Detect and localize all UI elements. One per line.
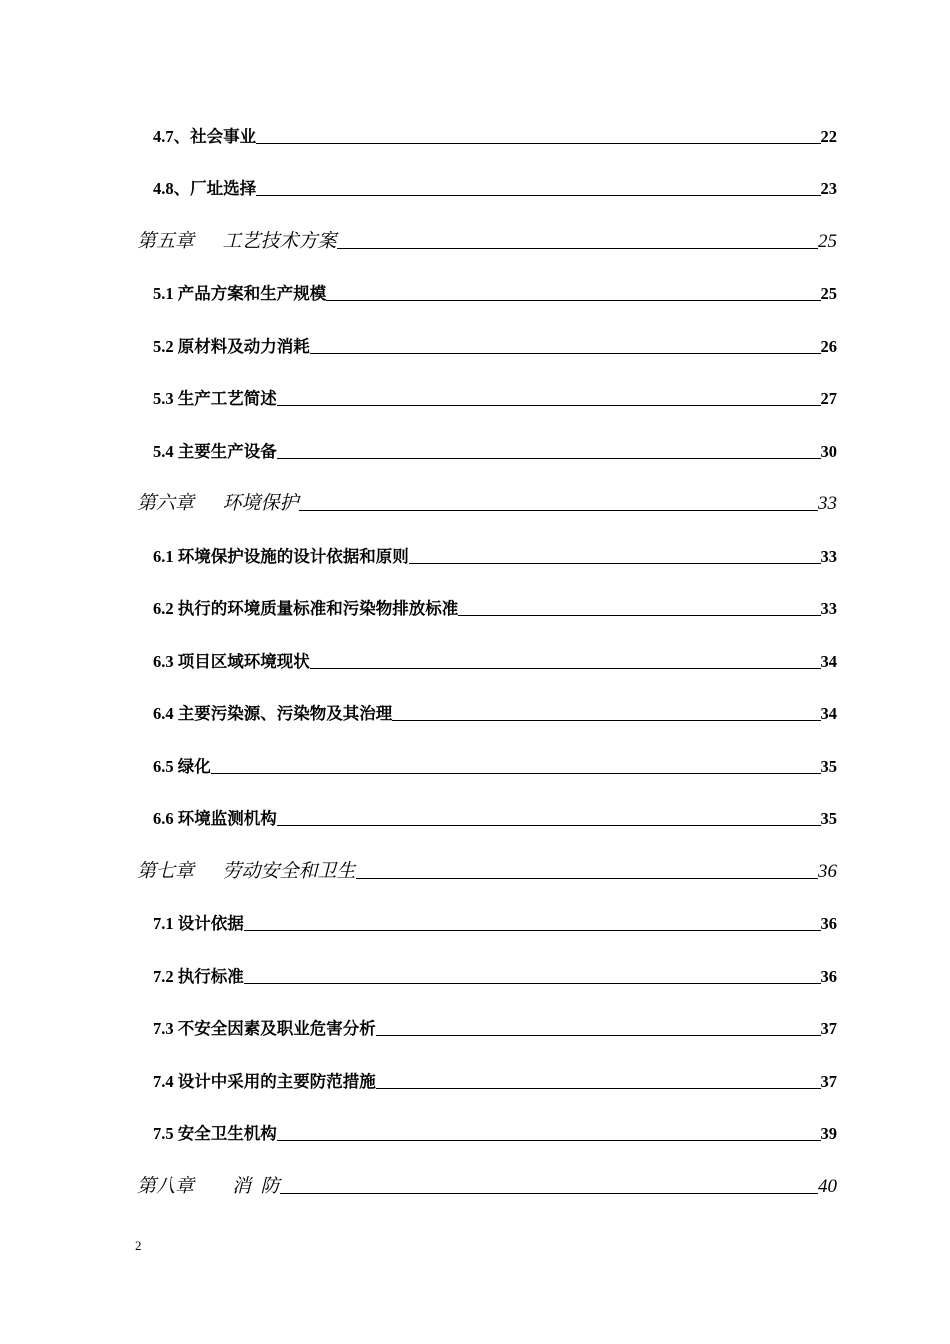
toc-leader-line [299,509,818,511]
toc-entry-label: 7.4 设计中采用的主要防范措施 [153,1072,376,1091]
toc-entry-label: 6.1 环境保护设施的设计依据和原则 [153,547,409,566]
toc-entry-7-1[interactable] [153,907,837,935]
toc-entry-label: 6.5 绿化 [153,757,211,776]
toc-entry-page: 33 [820,599,837,618]
toc-leader-line [244,982,821,984]
toc-entry-page: 34 [820,652,837,671]
toc-entry-6-4[interactable] [153,697,837,725]
toc-entry-page: 35 [820,809,837,828]
toc-entry-label: 4.7、社会事业 [153,127,257,146]
toc-entry-page: 22 [820,127,837,146]
toc-chapter-label: 第五章 工艺技术方案 [137,231,337,252]
toc-chapter-5[interactable] [137,225,837,253]
toc-entry-page: 26 [820,337,837,356]
toc-entry-5-4[interactable] [153,435,837,463]
toc-entry-page: 25 [820,284,837,303]
toc-leader-line [277,457,821,459]
toc-entry-page: 25 [818,231,837,252]
toc-entry-label: 4.8、厂址选择 [153,179,257,198]
toc-entry-page: 37 [820,1072,837,1091]
toc-entry-6-3[interactable] [153,645,837,673]
toc-leader-line [376,1087,821,1089]
toc-entry-6-2[interactable] [153,592,837,620]
toc-entry-label: 7.5 安全卫生机构 [153,1124,277,1143]
toc-entry-5-3[interactable] [153,382,837,410]
toc-entry-label: 5.1 产品方案和生产规模 [153,284,327,303]
toc-chapter-label: 第七章 劳动安全和卫生 [137,861,356,882]
toc-chapter-6[interactable] [137,487,837,515]
toc-entry-label: 6.4 主要污染源、污染物及其治理 [153,704,393,723]
toc-entry-page: 35 [820,757,837,776]
toc-leader-line [244,929,821,931]
toc-entry-7-4[interactable] [153,1065,837,1093]
toc-entry-page: 27 [820,389,837,408]
toc-entry-label: 6.6 环境监测机构 [153,809,277,828]
toc-leader-line [310,667,821,669]
toc-leader-line [277,404,821,406]
toc-leader-line [280,1192,818,1194]
toc-leader-line [356,877,818,879]
toc-entry-page: 36 [820,967,837,986]
toc-entry-page: 23 [820,179,837,198]
toc-leader-line [326,299,820,301]
toc-leader-line [409,562,821,564]
toc-leader-line [256,142,820,144]
toc-entry-6-6[interactable] [153,802,837,830]
toc-entry-7-2[interactable] [153,960,837,988]
toc-leader-line [277,824,821,826]
toc-entry-page: 30 [820,442,837,461]
toc-leader-line [256,194,820,196]
toc-entry-label: 5.2 原材料及动力消耗 [153,337,310,356]
toc-entry-6-5[interactable] [153,750,837,778]
toc-entry-4-7[interactable] [153,120,837,148]
toc-entry-label: 7.1 设计依据 [153,914,244,933]
toc-entry-label: 7.2 执行标准 [153,967,244,986]
toc-entry-4-8[interactable] [153,172,837,200]
toc-chapter-label: 第八章 消 防 [137,1176,280,1197]
toc-entry-5-1[interactable] [153,277,837,305]
toc-chapter-7[interactable] [137,855,837,883]
toc-entry-page: 36 [820,914,837,933]
toc-entry-page: 40 [818,1176,837,1197]
toc-leader-line [310,352,821,354]
toc-entry-label: 6.3 项目区域环境现状 [153,652,310,671]
toc-entry-label: 5.4 主要生产设备 [153,442,277,461]
toc-entry-7-5[interactable] [153,1117,837,1145]
toc-leader-line [376,1034,821,1036]
toc-entry-page: 39 [820,1124,837,1143]
toc-entry-label: 6.2 执行的环境质量标准和污染物排放标准 [153,599,459,618]
toc-entry-page: 33 [820,547,837,566]
toc-chapter-label: 第六章 环境保护 [137,493,299,514]
toc-entry-label: 7.3 不安全因素及职业危害分析 [153,1019,376,1038]
toc-leader-line [337,247,818,249]
toc-leader-line [392,719,820,721]
toc-entry-page: 36 [818,861,837,882]
toc-chapter-8[interactable] [137,1170,837,1198]
toc-entry-page: 34 [820,704,837,723]
toc-entry-page: 37 [820,1019,837,1038]
toc-leader-line [458,614,820,616]
toc-leader-line [277,1139,821,1141]
toc-entry-5-2[interactable] [153,330,837,358]
toc-leader-line [211,772,821,774]
page-number: 2 [135,1238,142,1253]
toc-entry-label: 5.3 生产工艺简述 [153,389,277,408]
toc-entry-page: 33 [818,493,837,514]
toc-entry-6-1[interactable] [153,540,837,568]
toc-entry-7-3[interactable] [153,1012,837,1040]
